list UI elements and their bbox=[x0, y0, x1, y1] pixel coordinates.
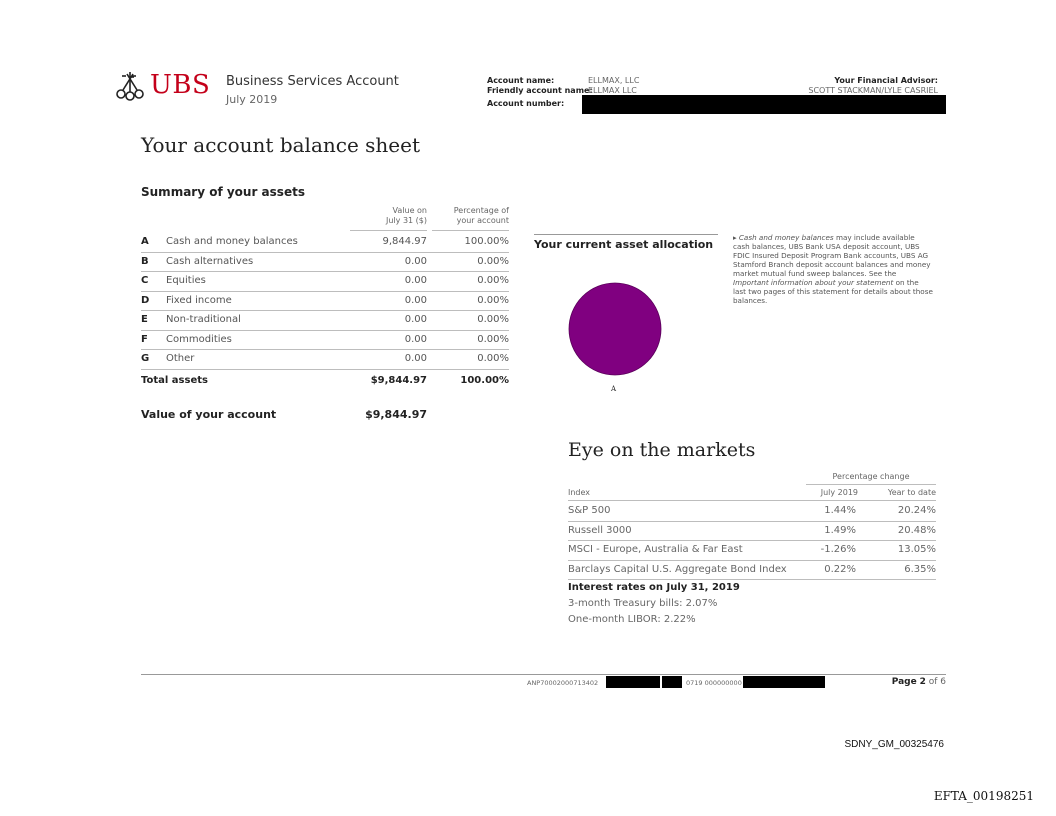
note-italic-mid: Important information about your statement bbox=[733, 278, 894, 287]
asset-pct: 0.00% bbox=[477, 314, 509, 325]
asset-letter: B bbox=[141, 255, 149, 267]
asset-row bbox=[141, 311, 509, 330]
market-ytd-change: 13.05% bbox=[897, 544, 936, 555]
asset-row bbox=[141, 253, 509, 272]
asset-label: Other bbox=[166, 353, 195, 364]
col-ytd: Year to date bbox=[887, 488, 936, 497]
header-rule-value bbox=[350, 230, 427, 231]
efta-number: EFTA_00198251 bbox=[933, 789, 1034, 803]
cash-note bbox=[733, 233, 933, 305]
asset-value: 0.00 bbox=[404, 333, 427, 345]
allocation-pie bbox=[566, 280, 664, 378]
market-row bbox=[568, 541, 936, 560]
page-title: Your account balance sheet bbox=[141, 133, 421, 157]
asset-letter: A bbox=[141, 236, 149, 247]
footer-code-2: 0719 000000000 bbox=[686, 679, 742, 687]
account-value: $9,844.97 bbox=[365, 408, 427, 421]
asset-pct: 0.00% bbox=[477, 333, 509, 345]
bates-number: SDNY_GM_00325476 bbox=[844, 739, 944, 750]
asset-pct: 100.00% bbox=[464, 236, 509, 247]
asset-label: Non-traditional bbox=[166, 314, 241, 325]
pie-slice-label: A bbox=[611, 385, 617, 393]
market-row-rule bbox=[568, 579, 936, 580]
brand-name: UBS bbox=[150, 70, 211, 100]
allocation-title: Your current asset allocation bbox=[534, 238, 714, 251]
note-italic-lead: Cash and money balances bbox=[738, 233, 834, 242]
note-bullet: ▸ bbox=[733, 233, 737, 242]
market-ytd-change: 20.48% bbox=[897, 524, 936, 536]
keys-icon bbox=[113, 70, 147, 102]
market-ytd-change: 20.24% bbox=[897, 505, 936, 516]
footer-redaction-2 bbox=[662, 676, 682, 688]
asset-value: 0.00 bbox=[404, 255, 427, 267]
friendly-name-value: ELLMAX LLC bbox=[588, 86, 637, 95]
col-index: Index bbox=[568, 488, 591, 497]
rates-title: Interest rates on July 31, 2019 bbox=[568, 582, 740, 593]
asset-label: Cash alternatives bbox=[166, 255, 254, 267]
asset-letter: G bbox=[141, 353, 150, 364]
note-text-2: on the last two pages of this statement for details about those balances. bbox=[733, 278, 933, 305]
account-number-redaction bbox=[582, 95, 946, 114]
market-row bbox=[568, 522, 936, 541]
account-value-label: Value of your account bbox=[141, 408, 277, 421]
market-month-change: 1.44% bbox=[824, 505, 856, 516]
advisor-value: SCOTT STACKMAN/LYLE CASRIEL bbox=[808, 86, 938, 95]
col-pct-header bbox=[432, 206, 509, 226]
market-index-name: S&P 500 bbox=[568, 505, 611, 516]
footer-redaction-3 bbox=[743, 676, 825, 688]
market-row bbox=[568, 502, 936, 521]
statement-period: July 2019 bbox=[226, 93, 278, 106]
market-ytd-change: 6.35% bbox=[904, 563, 936, 575]
ubs-logo bbox=[113, 70, 211, 102]
col-value-header bbox=[350, 206, 427, 226]
col-value-line2: July 31 ($) bbox=[386, 216, 427, 225]
page-of: of 6 bbox=[928, 677, 946, 687]
total-assets-label: Total assets bbox=[141, 375, 208, 386]
pct-change-rule bbox=[806, 484, 936, 485]
pie-slice-a bbox=[569, 283, 661, 375]
asset-label: Equities bbox=[166, 275, 206, 286]
market-index-name: Barclays Capital U.S. Aggregate Bond Index bbox=[568, 563, 787, 575]
market-month-change: 1.49% bbox=[824, 524, 856, 536]
markets-title: Eye on the markets bbox=[568, 439, 756, 461]
asset-pct: 0.00% bbox=[477, 255, 509, 267]
asset-value: 0.00 bbox=[404, 275, 427, 286]
markets-header-rule bbox=[568, 500, 936, 501]
footer-redaction-1 bbox=[606, 676, 660, 688]
page-number: 2 bbox=[919, 677, 926, 687]
market-row bbox=[568, 561, 936, 580]
account-name-value: ELLMAX, LLC bbox=[588, 76, 640, 85]
account-number-label: Account number: bbox=[487, 99, 565, 108]
pct-change-label: Percentage change bbox=[832, 472, 910, 481]
asset-letter: E bbox=[141, 314, 148, 325]
asset-row bbox=[141, 331, 509, 350]
footer-rule bbox=[141, 674, 946, 675]
asset-letter: F bbox=[141, 333, 148, 345]
market-month-change: -1.26% bbox=[820, 544, 856, 555]
asset-row-rule bbox=[141, 369, 509, 370]
col-pct-line1: Percentage of bbox=[453, 206, 509, 215]
total-assets-value: $9,844.97 bbox=[370, 375, 427, 386]
asset-row bbox=[141, 292, 509, 311]
advisor-label: Your Financial Advisor: bbox=[834, 76, 938, 85]
footer-code-1: ANP70002000713402 bbox=[527, 679, 599, 687]
asset-label: Fixed income bbox=[166, 294, 232, 306]
account-name-label: Account name: bbox=[487, 76, 555, 85]
asset-value: 0.00 bbox=[404, 294, 427, 306]
market-month-change: 0.22% bbox=[824, 563, 856, 575]
asset-letter: D bbox=[141, 294, 150, 306]
col-value-line1: Value on bbox=[392, 206, 427, 215]
market-index-name: MSCI - Europe, Australia & Far East bbox=[568, 544, 743, 555]
col-month: July 2019 bbox=[820, 488, 858, 497]
asset-row bbox=[141, 350, 509, 369]
asset-pct: 0.00% bbox=[477, 353, 509, 364]
page-indicator bbox=[892, 677, 946, 687]
asset-label: Commodities bbox=[166, 333, 232, 345]
account-type: Business Services Account bbox=[226, 74, 399, 89]
asset-row bbox=[141, 233, 509, 252]
page-word: Page bbox=[891, 677, 917, 687]
total-assets-pct: 100.00% bbox=[460, 375, 509, 386]
note-text-1: may include available cash balances, UBS Bank USA deposit account, UBS FDIC Insured Deposit Program Bank accounts, UBS AG Stamford Branch deposit account balances and money market mutual fund sweep balances. See the bbox=[733, 233, 931, 278]
asset-value: 0.00 bbox=[404, 314, 427, 325]
rate-treasury: 3-month Treasury bills: 2.07% bbox=[568, 598, 718, 609]
summary-title: Summary of your assets bbox=[141, 185, 305, 199]
rate-libor: One-month LIBOR: 2.22% bbox=[568, 614, 696, 625]
col-pct-line2: your account bbox=[456, 216, 509, 225]
header-rule-pct bbox=[432, 230, 509, 231]
friendly-name-label: Friendly account name: bbox=[487, 86, 593, 95]
market-index-name: Russell 3000 bbox=[568, 524, 632, 536]
asset-value: 9,844.97 bbox=[382, 236, 427, 247]
asset-letter: C bbox=[141, 275, 149, 286]
asset-row bbox=[141, 272, 509, 291]
allocation-rule bbox=[534, 234, 718, 235]
asset-pct: 0.00% bbox=[477, 294, 509, 306]
asset-label: Cash and money balances bbox=[166, 236, 298, 247]
asset-pct: 0.00% bbox=[477, 275, 509, 286]
asset-value: 0.00 bbox=[404, 353, 427, 364]
